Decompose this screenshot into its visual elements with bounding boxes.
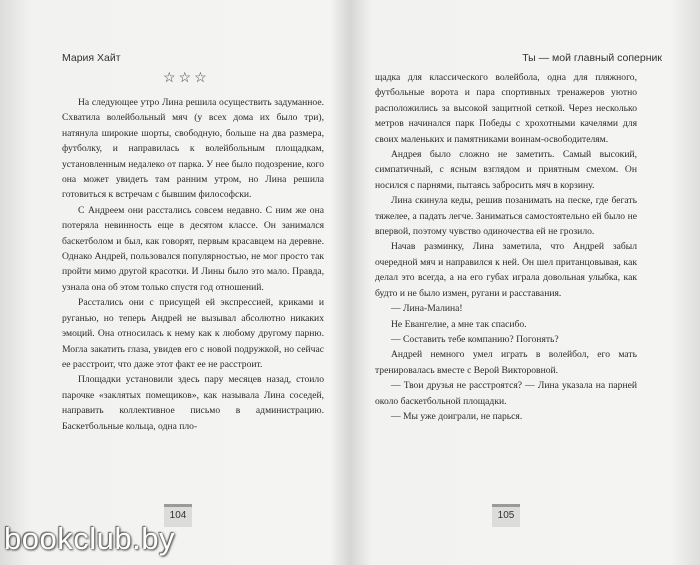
dialogue-line: — Составить тебе компанию? Погонять? <box>391 333 559 345</box>
page-number-left: 104 <box>164 504 192 527</box>
paragraph: Площадки установили здесь пару месяцев назад, стоило парочке «заклятых помещиков», как называла Лина соседей, направить коллективное письмо в администрацию. Баскетбольные кольца, одна пло- <box>62 374 324 432</box>
left-page-text <box>62 95 324 434</box>
paragraph: С Андреем они расстались совсем недавно. С ним же она потеряла невинность еще в десятом классе. Он занимался баскетболом и был, как говорят, первым красавцем на деревне. Однако Андрей, пользовался популярностью, не мог просто так пройти мимо другой красотки. И Лины было это мало. Правда, узнала она об этом только спустя год отношений. <box>62 204 324 293</box>
page-number-right: 105 <box>492 504 520 527</box>
paragraph: Расстались они с присущей ей экспрессией, криками и руганью, но теперь Андрей не вызывал абсолютно никаких эмоций. Она относилась к нему как к любому другому парню. Могла закатить глаза, увидев его с новой подружкой, но сейчас ее расстроит, что даже этот факт ее не расстроит. <box>62 297 324 370</box>
dialogue-line: — Мы уже доиграли, не парься. <box>391 410 523 422</box>
section-separator-stars: ☆☆☆ <box>163 71 210 86</box>
right-page-text <box>375 70 637 424</box>
right-page <box>350 0 700 565</box>
running-head-author: Мария Хайт <box>62 52 121 64</box>
paragraph: Андрей немного умел играть в волейбол, его мать тренировалась вместе с Верой Викторовной. <box>375 349 637 376</box>
dialogue-line: — Твои друзья не расстроятся? — Лина указала на парней около баскетбольной площадки. <box>375 380 637 407</box>
paragraph: На следующее утро Лина решила осуществить задуманное. Схватила волейбольный мяч (у всех дома их было три), натянула широкие шорты, свободную, больше на два размера, футболку, и направилась к волейбольным площадкам, установленным недалеко от парка. У нее было подозрение, кого она может увидеть там ранним утром, но Лина решила готовиться к встречам с бывшим философски. <box>62 97 324 201</box>
running-head-title: Ты — мой главный соперник <box>522 52 662 64</box>
paragraph: Андрея было сложно не заметить. Самый высокий, симпатичный, с ясным взглядом и приятным смехом. Он носился с парнями, пытаясь забросить мяч в корзину. <box>375 149 637 191</box>
paragraph: Лина скинула кеды, решив позанимать на песке, где бегать тяжелее, а падать легче. Заниматься самостоятельно ей было не впервой, поэтому чувство одиночества ей не грозило. <box>375 195 637 238</box>
dialogue-line: Не Евангелие, а мне так спасибо. <box>391 318 527 330</box>
paragraph: Начав разминку, Лина заметила, что Андрей забыл очередной мяч и направился к ней. Он шел пританцовывая, как делал это всегда, а на его губах играла довольная улыбка, как будто и не было измен, ругани и расставания. <box>375 241 637 299</box>
paragraph: щадка для классического волейбола, одна для пляжного, футбольные ворота и пара спортивных тренажеров уютно расположились за высокой защитной сеткой. Через несколько метров начинался парк Победы с хрохотными качелями для своих маленьких и памятниками воинам-освободителям. <box>375 72 637 145</box>
watermark-logo: bookclub.by <box>4 521 175 556</box>
dialogue-line: — Лина-Малина! <box>391 303 463 315</box>
